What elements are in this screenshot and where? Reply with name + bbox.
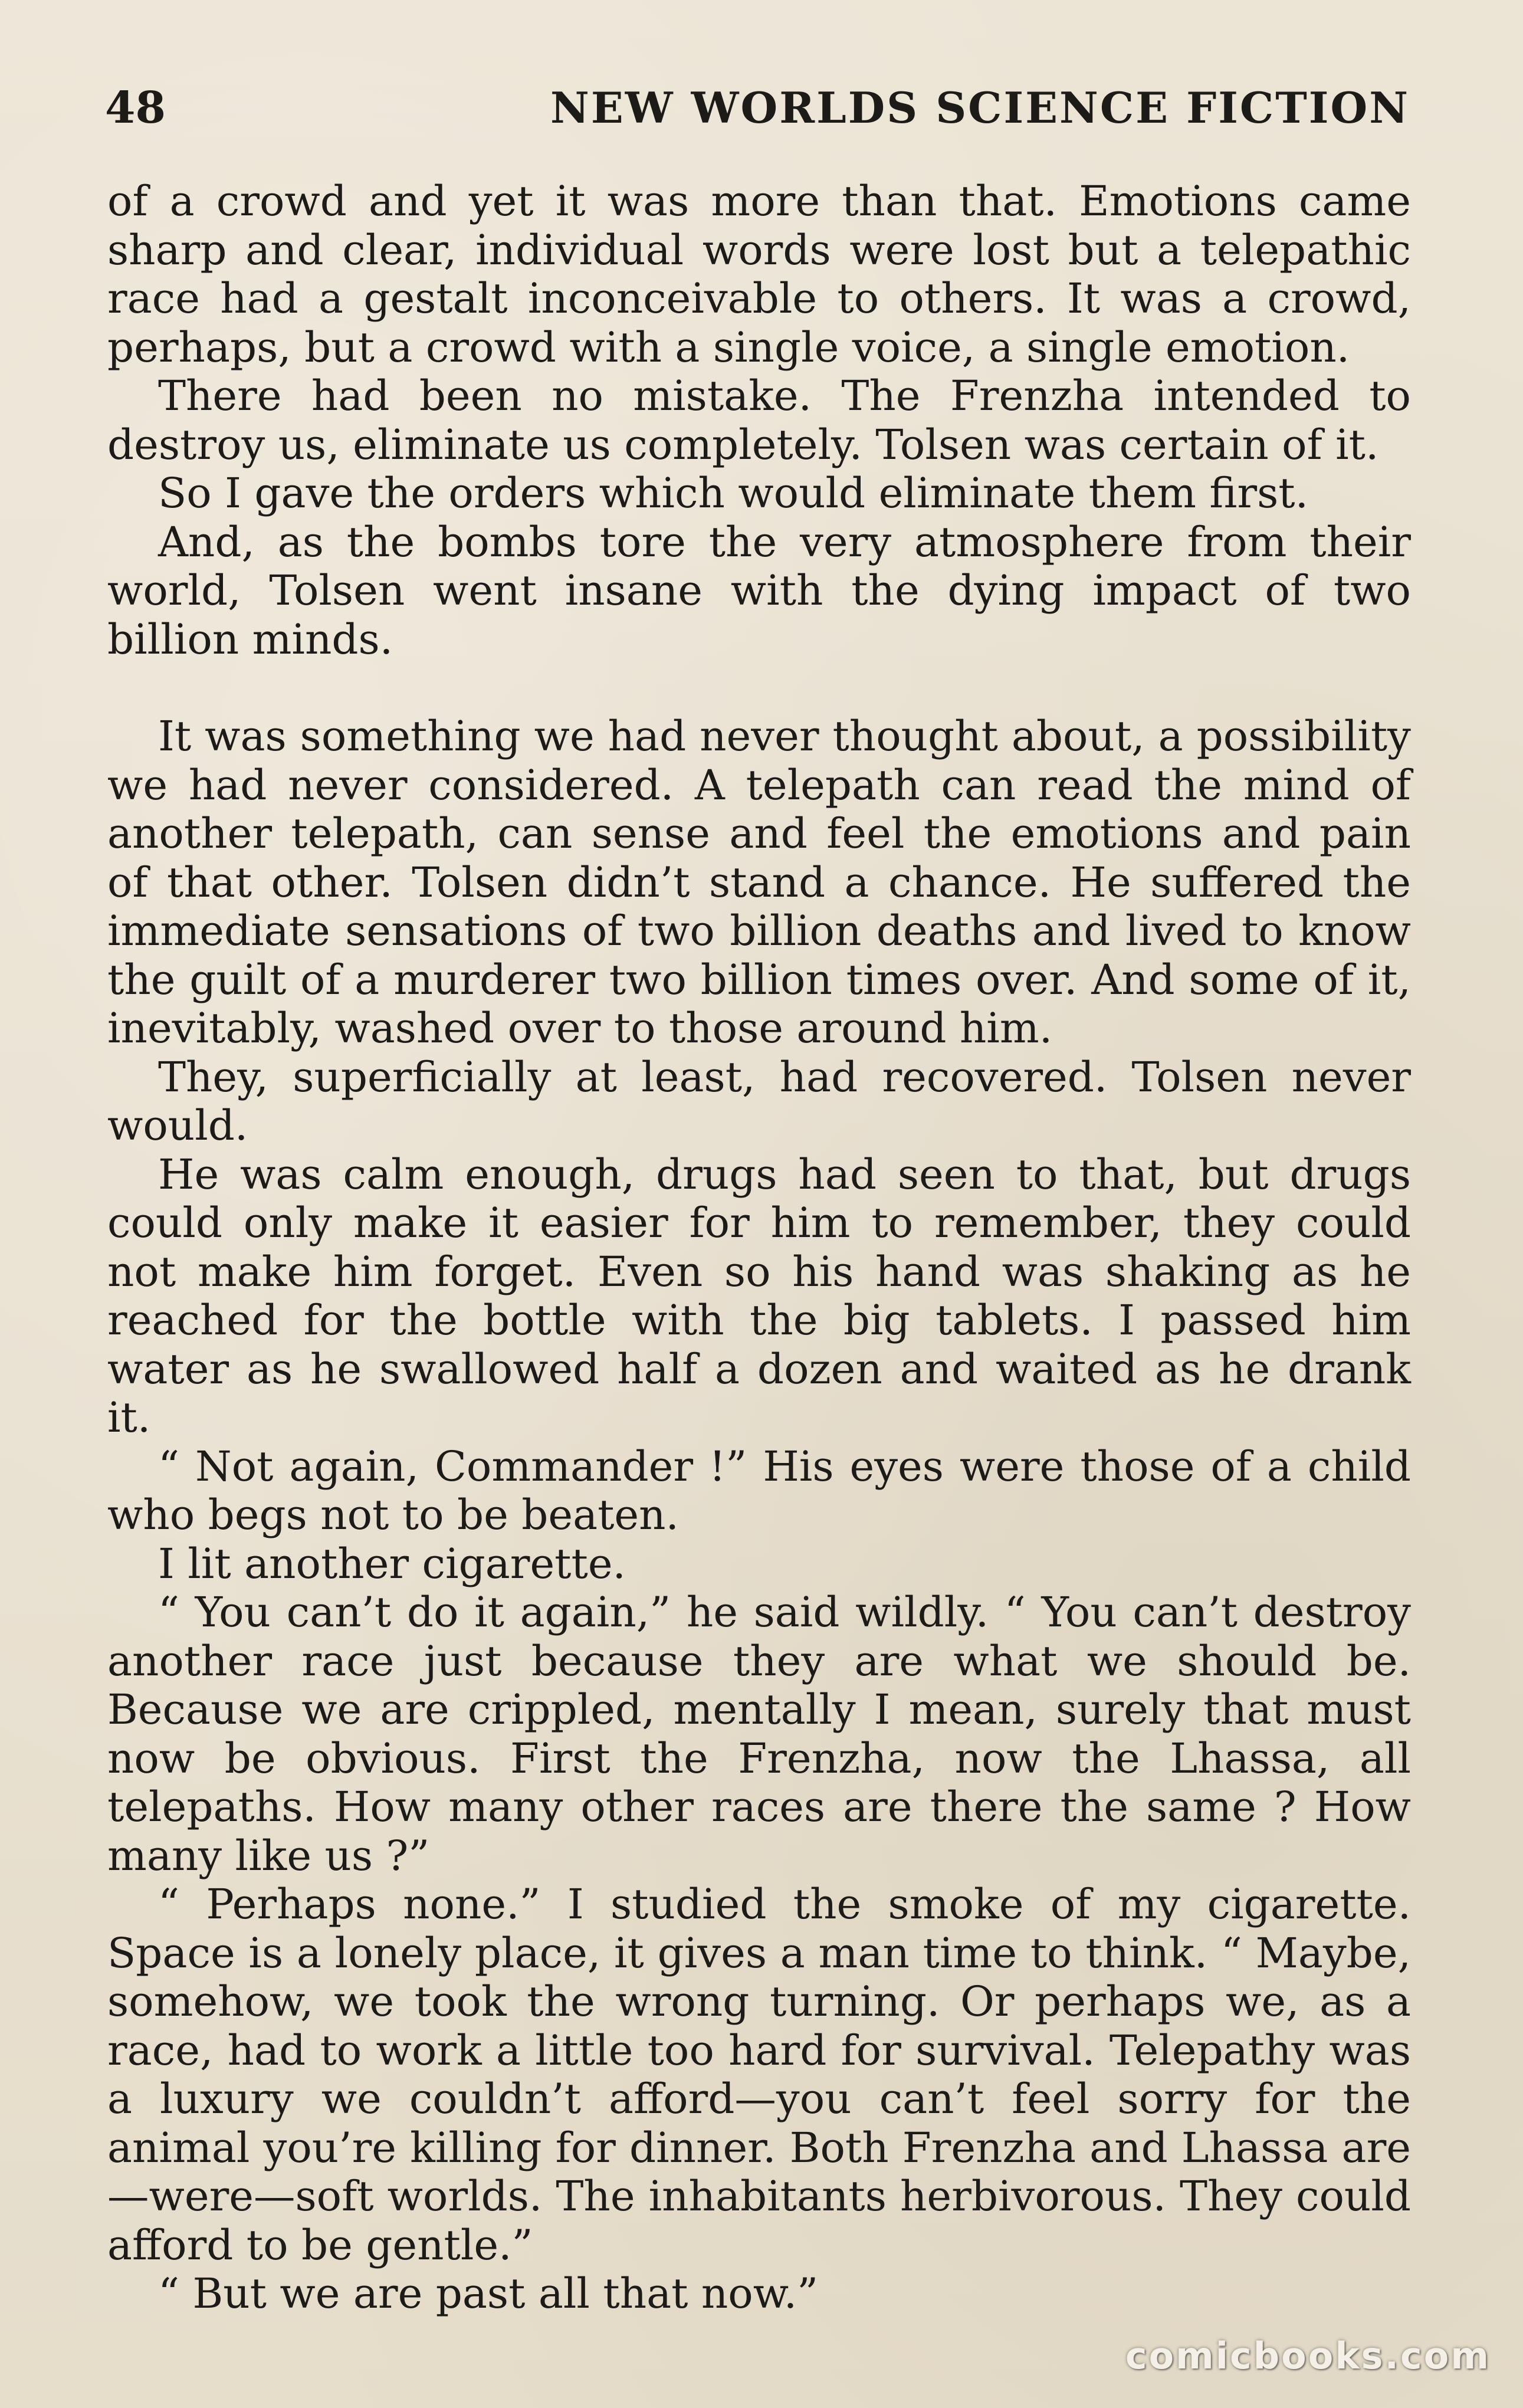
paragraph: “ You can’t do it again,” he said wildly. “ You can’t destroy another race just because they are what we should be. Because we are crippled, mentally I mean, surely that must now be obvious. First the Frenzha, now the Lhassa, all telepaths. How many other races are there the same ? How many like us ?” — [107, 1588, 1411, 1880]
story-text — [107, 177, 1411, 2318]
paragraph: It was something we had never thought about, a possibility we had never considered. A telepath can read the mind of another telepath, can sense and feel the emotions and pain of that other. Tolsen didn’t stand a chance. He suffered the immediate sensations of two billion deaths and lived to know the guilt of a murderer two billion times over. And some of it, inevitably, washed over to those around him. — [107, 712, 1411, 1052]
paragraph: “ Not again, Commander !” His eyes were those of a child who begs not to be beaten. — [107, 1442, 1411, 1539]
watermark: comicbooks.com — [1125, 2334, 1491, 2377]
page-header — [105, 76, 1410, 140]
paragraph: I lit another cigarette. — [158, 1539, 626, 1588]
paragraph: He was calm enough, drugs had seen to that, but drugs could only make it easier for him to remember, they could not make him forget. Even so his hand was shaking as he reached for the bottle with the big tablets. I passed him water as he swallowed half a dozen and waited as he drank it. — [107, 1150, 1411, 1442]
paragraph: “ Perhaps none.” I studied the smoke of my cigarette. Space is a lonely place, it gives a man time to think. “ Maybe, somehow, we took the wrong turning. Or perhaps we, as a race, had to work a little too hard for survival. Telepathy was a luxury we couldn’t afford—you can’t feel sorry for the animal you’re killing for dinner. Both Frenzha and Lhassa are—were—soft worlds. The inhabitants herbivorous. They could afford to be gentle.” — [107, 1880, 1411, 2269]
page-number: 48 — [105, 83, 166, 133]
running-head: NEW WORLDS SCIENCE FICTION — [550, 83, 1410, 133]
paragraph: And, as the bombs tore the very atmosphere from their world, Tolsen went insane with the dying impact of two billion minds. — [107, 517, 1411, 664]
paragraph: They, superficially at least, had recovered. Tolsen never would. — [107, 1052, 1411, 1150]
paragraph: of a crowd and yet it was more than that. Emotions came sharp and clear, individual words were lost but a telepathic race had a gestalt inconceivable to others. It was a crowd, perhaps, but a crowd with a single voice, a single emotion. — [107, 177, 1411, 372]
paragraph: “ But we are past all that now.” — [158, 2269, 819, 2318]
section-break — [107, 664, 1411, 712]
paragraph: So I gave the orders which would eliminate them first. — [158, 469, 1309, 517]
paragraph: There had been no mistake. The Frenzha intended to destroy us, eliminate us completely. Tolsen was certain of it. — [107, 372, 1411, 469]
